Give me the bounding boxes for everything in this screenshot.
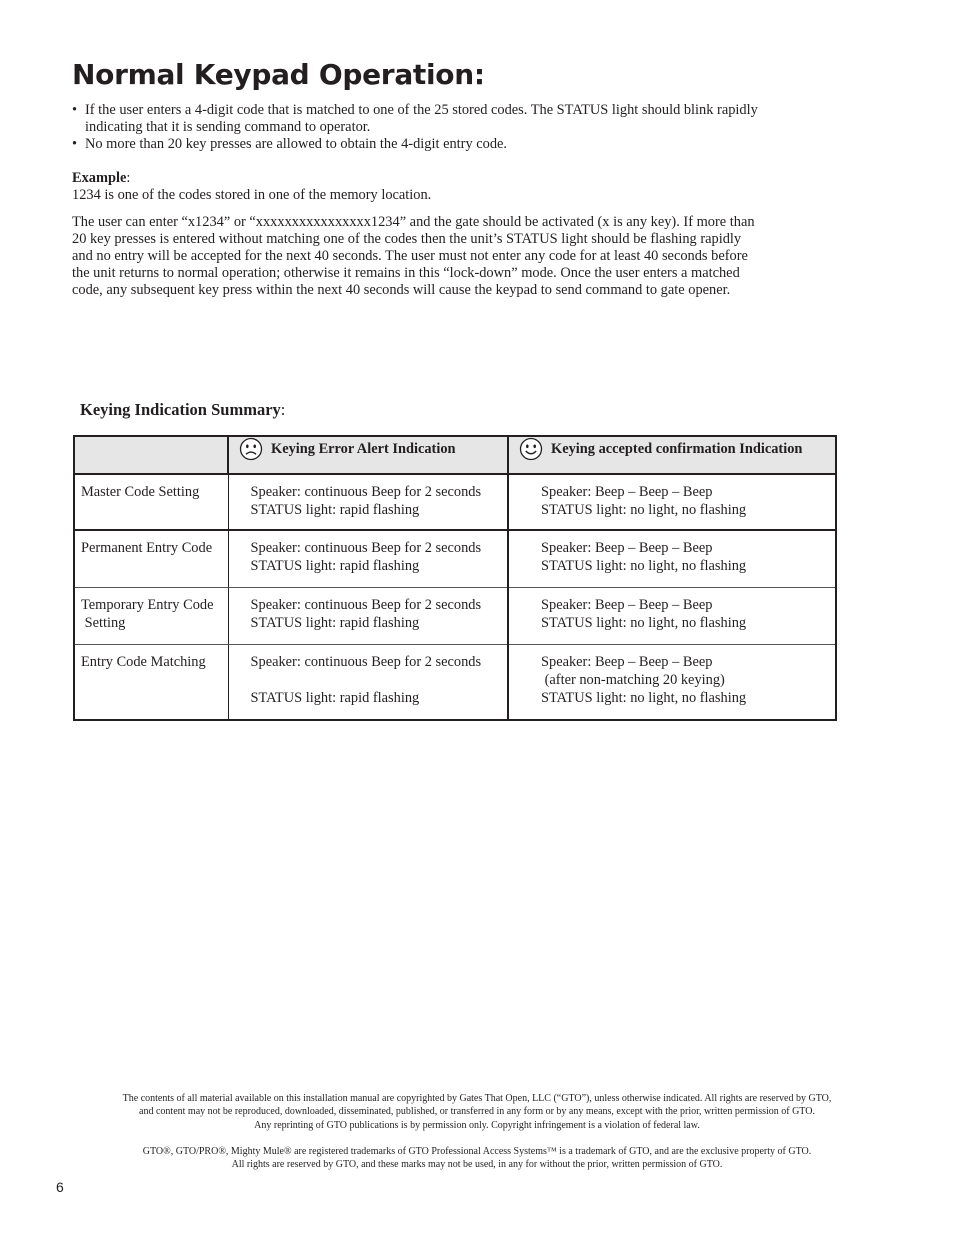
- paragraph-line: the unit returns to normal operation; otherwise it remains in this “lock-down” mode. Once the user enters a matched: [72, 265, 740, 281]
- summary-heading: [80, 400, 285, 420]
- paragraph-line: code, any subsequent key press within the next 40 seconds will cause the keypad to send command to gate opener.: [72, 282, 731, 298]
- bullet-list: [72, 102, 832, 153]
- table-header-row: [74, 436, 836, 474]
- page-number: 6: [56, 1179, 64, 1195]
- accepted-status: STATUS light: no light, no flashing: [541, 558, 747, 574]
- body-paragraph: [72, 214, 832, 299]
- row-label: Master Code Setting: [81, 484, 200, 500]
- error-speaker: Speaker: continuous Beep for 2 seconds: [250, 540, 482, 556]
- keying-summary-table: [73, 435, 837, 721]
- accepted-speaker: Speaker: Beep – Beep – Beep: [541, 597, 713, 613]
- header-empty-cell: [74, 436, 228, 474]
- error-status: STATUS light: rapid flashing: [250, 615, 420, 631]
- error-speaker: Speaker: continuous Beep for 2 seconds: [250, 484, 482, 500]
- error-cell: [228, 588, 508, 645]
- bullet-text-line: If the user enters a 4-digit code that is matched to one of the 25 stored codes. The STATUS light should blink rapidly: [85, 102, 758, 118]
- footer-line: and content may not be reproduced, downloaded, disseminated, published, or transferred in any form or by any means, except with the prior, written permission of GTO.: [139, 1106, 815, 1118]
- bullet-marker: •: [72, 102, 78, 118]
- paragraph-line: 20 key presses is entered without matching one of the codes then the unit’s STATUS light should be flashing rapidly: [72, 231, 742, 247]
- error-speaker: Speaker: continuous Beep for 2 seconds: [250, 654, 482, 670]
- accepted-status: STATUS light: no light, no flashing: [541, 690, 747, 706]
- bullet-marker: •: [72, 136, 78, 152]
- accepted-cell: [508, 588, 836, 645]
- footer-line: All rights are reserved by GTO, and these marks may not be used, in any for without the prior, written permission of GTO.: [231, 1159, 723, 1171]
- accepted-speaker: Speaker: Beep – Beep – Beep: [541, 540, 713, 556]
- accepted-note: (after non-matching 20 keying): [541, 672, 725, 688]
- summary-colon: :: [280, 400, 286, 419]
- bullet-item: [72, 136, 832, 153]
- accepted-speaker: Speaker: Beep – Beep – Beep: [541, 654, 713, 670]
- error-status: STATUS light: rapid flashing: [250, 558, 420, 574]
- header-accepted-label: Keying accepted confirmation Indication: [551, 441, 803, 457]
- sad-face-icon: [239, 437, 263, 461]
- example-label: Example: [72, 170, 127, 186]
- paragraph-line: The user can enter “x1234” or “xxxxxxxxxxxxxxxx1234” and the gate should be activated (x is any key). If more than: [72, 214, 755, 230]
- bullet-text-line: indicating that it is sending command to operator.: [85, 119, 371, 135]
- trademark-notice: [40, 1145, 914, 1172]
- example-heading: [72, 170, 130, 187]
- error-speaker: Speaker: continuous Beep for 2 seconds: [250, 597, 482, 613]
- error-status: STATUS light: rapid flashing: [250, 502, 420, 518]
- error-cell: [228, 645, 508, 721]
- row-label: Temporary Entry Code: [81, 597, 214, 613]
- page-title: Normal Keypad Operation:: [72, 58, 485, 91]
- table-row: [74, 645, 836, 721]
- accepted-cell: [508, 645, 836, 721]
- footer-line: GTO®, GTO/PRO®, Mighty Mule® are registered trademarks of GTO Professional Access Systems™ is a trademark of GTO, and are the exclusive property of GTO.: [142, 1146, 812, 1157]
- header-error-label: Keying Error Alert Indication: [271, 441, 456, 457]
- example-text: 1234 is one of the codes stored in one of the memory location.: [72, 187, 432, 203]
- row-label: Setting: [81, 615, 126, 631]
- summary-title: Keying Indication Summary: [80, 400, 281, 419]
- bullet-text-line: No more than 20 key presses are allowed to obtain the 4-digit entry code.: [85, 136, 508, 152]
- accepted-cell: [508, 474, 836, 530]
- header-accepted-cell: [508, 436, 836, 474]
- row-label: Permanent Entry Code: [81, 540, 213, 556]
- table-row: [74, 588, 836, 645]
- copyright-notice: [40, 1092, 914, 1132]
- row-label: Entry Code Matching: [81, 654, 206, 670]
- spacer: [251, 671, 508, 689]
- example-colon: :: [126, 170, 131, 186]
- accepted-status: STATUS light: no light, no flashing: [541, 502, 747, 518]
- row-label-cell: [74, 588, 228, 645]
- footer-line: The contents of all material available on this installation manual are copyrighted by Gates That Open, LLC (“GTO”), unless otherwise indicated. All rights are reserved by GTO,: [122, 1093, 832, 1104]
- error-cell: [228, 530, 508, 588]
- error-cell: [228, 474, 508, 530]
- accepted-speaker: Speaker: Beep – Beep – Beep: [541, 484, 713, 500]
- bullet-item: [72, 102, 832, 136]
- error-status: STATUS light: rapid flashing: [250, 690, 420, 706]
- row-label-cell: [74, 474, 228, 530]
- row-label-cell: [74, 530, 228, 588]
- accepted-status: STATUS light: no light, no flashing: [541, 615, 747, 631]
- table-row: [74, 474, 836, 530]
- table-row: [74, 530, 836, 588]
- paragraph-line: and no entry will be accepted for the next 40 seconds. The user must not enter any code for at least 40 seconds before: [72, 248, 748, 264]
- header-error-cell: [228, 436, 508, 474]
- accepted-cell: [508, 530, 836, 588]
- happy-face-icon: [519, 437, 543, 461]
- row-label-cell: [74, 645, 228, 721]
- footer-line: Any reprinting of GTO publications is by permission only. Copyright infringement is a violation of federal law.: [254, 1119, 700, 1131]
